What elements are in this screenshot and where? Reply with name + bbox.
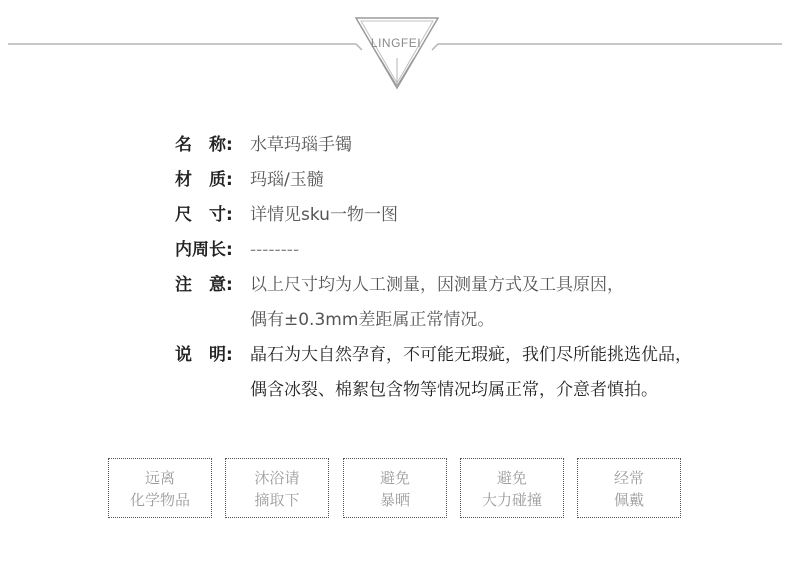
care-tip-line: 避免: [496, 469, 527, 487]
spec-value: 水草玛瑙手镯: [250, 135, 352, 155]
spec-value: --------: [250, 240, 300, 260]
spec-label: 注 意:: [175, 275, 233, 295]
spec-label: 材 质:: [175, 170, 233, 190]
spec-label: 说 明:: [175, 345, 233, 365]
care-tip-line: 暴晒: [379, 491, 410, 509]
brand-name: LINGFEI: [370, 36, 422, 50]
care-tip-line: 大力碰撞: [481, 491, 542, 509]
spec-label: 内周长:: [175, 240, 233, 260]
care-tip: [108, 458, 212, 518]
care-tip: [225, 458, 329, 518]
care-tip-line: 经常: [613, 469, 644, 487]
care-tip-line: 沐浴请: [254, 469, 300, 487]
care-tips: [0, 458, 790, 520]
care-tip: [343, 458, 447, 518]
care-tip-line: 佩戴: [613, 491, 644, 509]
spec-label: 名 称:: [175, 135, 233, 155]
care-tip: [460, 458, 564, 518]
spec-description-continuation: 偶含冰裂、棉絮包含物等情况均属正常，介意者慎拍。: [250, 380, 658, 400]
care-tip-line: 化学物品: [129, 491, 190, 509]
spec-value: 详情见sku一物一图: [250, 205, 398, 225]
spec-value: 晶石为大自然孕育，不可能无瑕疵，我们尽所能挑选优品，: [250, 345, 692, 365]
care-tip-line: 避免: [379, 469, 410, 487]
care-tip: [577, 458, 681, 518]
spec-value: 以上尺寸均为人工测量，因测量方式及工具原因，: [250, 275, 624, 295]
care-tip-line: 摘取下: [254, 491, 300, 509]
care-tip-line: 远离: [144, 469, 175, 487]
spec-value: 玛瑙/玉髓: [250, 170, 324, 190]
spec-notice-continuation: 偶有±0.3mm差距属正常情况。: [250, 310, 495, 330]
spec-label: 尺 寸:: [175, 205, 233, 225]
